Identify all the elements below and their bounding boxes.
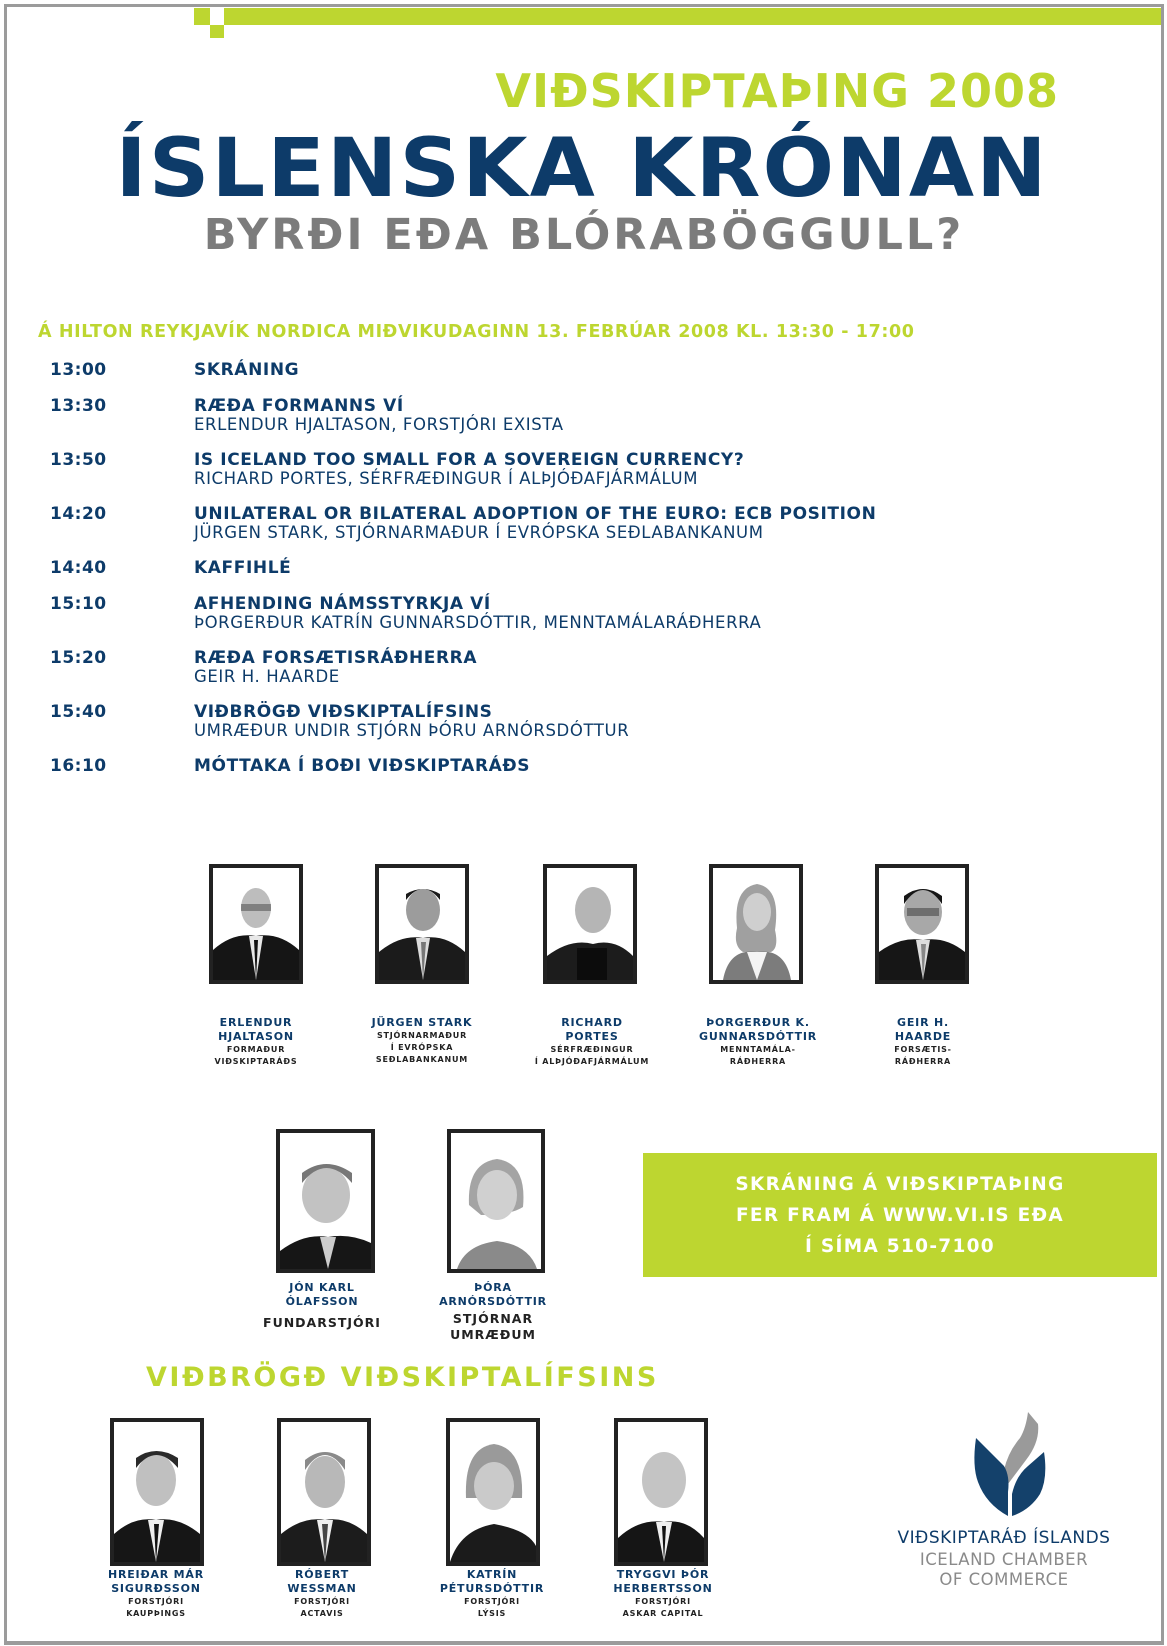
top-accent-square xyxy=(194,8,210,25)
panelist-role: FORSTJÓRI xyxy=(294,1597,350,1606)
portrait-photo xyxy=(375,864,469,984)
person-silhouette-icon xyxy=(379,868,465,980)
top-accent-square-lower xyxy=(210,25,224,38)
organization-english-name xyxy=(872,1550,1136,1590)
speaker-role: MENNTAMÁLA- xyxy=(720,1045,796,1054)
speaker-role: FORSÆTIS- xyxy=(894,1045,952,1054)
panelist-name: RÓBERT xyxy=(295,1568,349,1581)
program-speaker: GEIR H. HAARDE xyxy=(194,667,340,686)
portrait-photo xyxy=(447,1129,545,1273)
program-title: UNILATERAL OR BILATERAL ADOPTION OF THE EURO: ECB POSITION xyxy=(194,504,877,524)
panelist-role: FORSTJÓRI xyxy=(464,1597,520,1606)
person-silhouette-icon xyxy=(879,868,965,980)
panelist-caption xyxy=(598,1568,728,1620)
speaker-caption xyxy=(520,1016,664,1068)
person-silhouette-icon xyxy=(281,1422,367,1562)
panelist-role: ASKAR CAPITAL xyxy=(622,1609,704,1618)
program-title: AFHENDING NÁMSSTYRKJA VÍ xyxy=(194,594,491,614)
event-name: VIÐSKIPTAÞING 2008 xyxy=(495,64,1059,118)
main-title: ÍSLENSKA KRÓNAN xyxy=(115,122,1049,216)
panelist-role: KAUPÞINGS xyxy=(126,1609,186,1618)
speaker-caption xyxy=(686,1016,830,1068)
panelist-role: FORSTJÓRI xyxy=(635,1597,691,1606)
program-speaker: ERLENDUR HJALTASON, FORSTJÓRI EXISTA xyxy=(194,415,564,434)
speaker-name: GUNNARSDÓTTIR xyxy=(699,1030,817,1043)
program-time: 13:30 xyxy=(50,396,107,416)
program-time: 15:10 xyxy=(50,594,107,614)
moderator-name: JÓN KARL xyxy=(289,1281,355,1294)
panelist-role: FORSTJÓRI xyxy=(128,1597,184,1606)
speaker-name: HAARDE xyxy=(894,1030,952,1043)
moderator-role: STJÓRNAR xyxy=(452,1311,534,1326)
person-silhouette-icon xyxy=(451,1133,541,1269)
program-time: 14:40 xyxy=(50,558,107,578)
speaker-caption xyxy=(352,1016,492,1066)
program-title: SKRÁNING xyxy=(194,360,300,380)
panelist-caption xyxy=(96,1568,216,1620)
portrait-photo xyxy=(543,864,637,984)
speaker-role: RÁÐHERRA xyxy=(729,1057,787,1066)
speaker-role: Í EVRÓPSKA xyxy=(390,1043,454,1052)
registration-box xyxy=(643,1153,1157,1277)
portrait-photo xyxy=(709,864,803,984)
speaker-name: HJALTASON xyxy=(218,1030,294,1043)
moderator-caption xyxy=(252,1281,392,1331)
program-title: RÆÐA FORSÆTISRÁÐHERRA xyxy=(194,648,478,668)
portrait-photo xyxy=(110,1418,204,1566)
panelist-caption xyxy=(425,1568,559,1620)
organization-english-line: ICELAND CHAMBER xyxy=(919,1550,1089,1569)
panel-heading: VIÐBRÖGÐ VIÐSKIPTALÍFSINS xyxy=(146,1362,659,1393)
person-silhouette-icon xyxy=(114,1422,200,1562)
moderator-caption xyxy=(426,1281,560,1343)
portrait-photo xyxy=(276,1129,375,1273)
speaker-name: RICHARD xyxy=(561,1016,623,1029)
person-silhouette-icon xyxy=(618,1422,704,1562)
panelist-name: HERBERTSSON xyxy=(613,1582,713,1595)
portrait-photo xyxy=(277,1418,371,1566)
speaker-role: STJÓRNARMAÐUR xyxy=(376,1031,468,1040)
panelist-name: KATRÍN xyxy=(466,1568,518,1581)
program-time: 13:00 xyxy=(50,360,107,380)
panelist-caption xyxy=(262,1568,382,1620)
speaker-role: FORMAÐUR xyxy=(226,1045,286,1054)
program-time: 16:10 xyxy=(50,756,107,776)
venue-line: Á HILTON REYKJAVÍK NORDICA MIÐVIKUDAGINN 13. FEBRÚAR 2008 KL. 13:30 - 17:00 xyxy=(38,322,915,342)
speaker-name: JÜRGEN STARK xyxy=(371,1016,473,1029)
top-accent-bar xyxy=(224,8,1161,25)
speaker-role: SEÐLABANKANUM xyxy=(375,1055,469,1064)
portrait-photo xyxy=(875,864,969,984)
panelist-name: HREIÐAR MÁR xyxy=(107,1568,205,1581)
program-speaker: JÜRGEN STARK, STJÓRNARMAÐUR Í EVRÓPSKA SEÐLABANKANUM xyxy=(194,523,764,542)
program-speaker: UMRÆÐUR UNDIR STJÓRN ÞÓRU ARNÓRSDÓTTUR xyxy=(194,721,630,740)
speaker-name: PORTES xyxy=(565,1030,619,1043)
speaker-name: ÞORGERÐUR K. xyxy=(706,1016,810,1029)
panelist-name: PÉTURSDÓTTIR xyxy=(439,1582,545,1595)
program-time: 15:20 xyxy=(50,648,107,668)
person-silhouette-icon xyxy=(280,1133,371,1269)
speaker-caption xyxy=(194,1016,318,1068)
registration-line: SKRÁNING Á VIÐSKIPTAÞING xyxy=(735,1174,1065,1195)
moderator-role: FUNDARSTJÓRI xyxy=(263,1315,381,1330)
moderator-role: UMRÆÐUM xyxy=(450,1327,536,1342)
panelist-name: TRYGGVI ÞÓR xyxy=(616,1568,710,1581)
speaker-name: GEIR H. xyxy=(897,1016,949,1029)
person-silhouette-icon xyxy=(547,868,633,980)
speaker-role: VIÐSKIPTARÁÐS xyxy=(214,1057,298,1066)
registration-line: Í SÍMA 510-7100 xyxy=(805,1236,995,1257)
program-time: 14:20 xyxy=(50,504,107,524)
subtitle: BYRÐI EÐA BLÓRABÖGGULL? xyxy=(203,210,965,260)
portrait-photo xyxy=(614,1418,708,1566)
top-accent-gap xyxy=(210,8,224,16)
person-silhouette-icon xyxy=(713,868,799,980)
person-silhouette-icon xyxy=(213,868,299,980)
program-title: MÓTTAKA Í BOÐI VIÐSKIPTARÁÐS xyxy=(194,756,531,776)
program-time: 15:40 xyxy=(50,702,107,722)
panelist-role: ACTAVIS xyxy=(300,1609,344,1618)
moderator-name: ÞÓRA xyxy=(474,1281,512,1294)
speaker-role: Í ALÞJÓÐAFJÁRMÁLUM xyxy=(534,1057,650,1066)
portrait-photo xyxy=(446,1418,540,1566)
speaker-name: ERLENDUR xyxy=(219,1016,293,1029)
moderator-name: ARNÓRSDÓTTIR xyxy=(439,1295,547,1308)
registration-line: FER FRAM Á WWW.VI.IS EÐA xyxy=(735,1205,1065,1226)
organization-name: VIÐSKIPTARÁÐ ÍSLANDS xyxy=(897,1528,1111,1548)
organization-english-line: OF COMMERCE xyxy=(939,1570,1069,1589)
speaker-role: RÁÐHERRA xyxy=(894,1057,952,1066)
panelist-name: SIGURÐSSON xyxy=(111,1582,201,1595)
person-silhouette-icon xyxy=(450,1422,536,1562)
moderator-name: ÓLAFSSON xyxy=(285,1295,359,1308)
program-title: RÆÐA FORMANNS VÍ xyxy=(194,396,404,416)
program-speaker: RICHARD PORTES, SÉRFRÆÐINGUR Í ALÞJÓÐAFJÁRMÁLUM xyxy=(194,469,699,488)
portrait-photo xyxy=(209,864,303,984)
program-time: 13:50 xyxy=(50,450,107,470)
program-speaker: ÞORGERÐUR KATRÍN GUNNARSDÓTTIR, MENNTAMÁLARÁÐHERRA xyxy=(194,613,762,632)
speaker-caption xyxy=(870,1016,976,1068)
chamber-of-commerce-logo-icon xyxy=(968,1412,1058,1516)
program-title: IS ICELAND TOO SMALL FOR A SOVEREIGN CURRENCY? xyxy=(194,450,745,470)
speaker-role: SÉRFRÆÐINGUR xyxy=(550,1045,634,1054)
program-title: VIÐBRÖGÐ VIÐSKIPTALÍFSINS xyxy=(194,702,493,722)
program-title: KAFFIHLÉ xyxy=(194,558,292,578)
panelist-role: LÝSIS xyxy=(477,1609,507,1618)
panelist-name: WESSMAN xyxy=(287,1582,357,1595)
